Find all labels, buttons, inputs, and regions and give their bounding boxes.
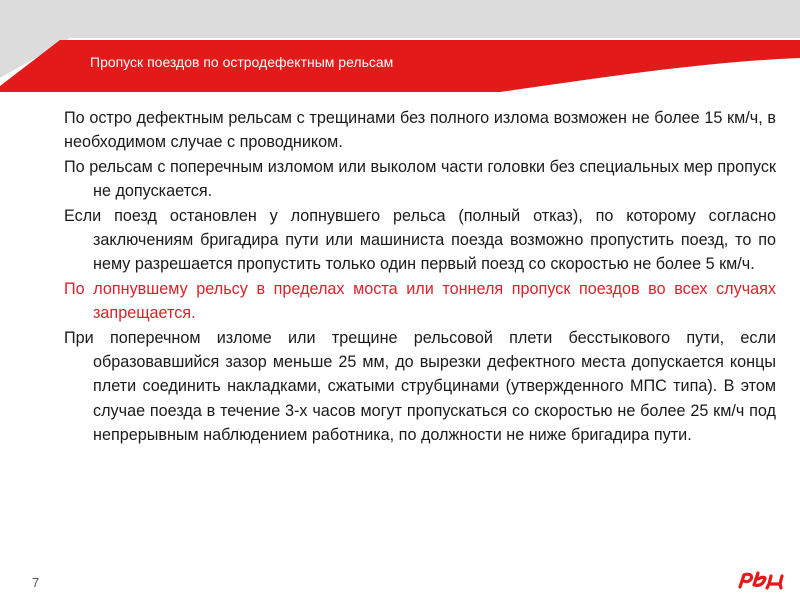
slide-title: Пропуск поездов по остродефектным рельсам	[90, 54, 394, 70]
paragraph-4-warning: По лопнувшему рельсу в пределах моста или тоннеля пропуск поездов во всех случаях запрещается.	[64, 279, 776, 323]
paragraph-3: Если поезд остановлен у лопнувшего рельса (полный отказ), по которому согласно заключениям бригадира пути или машиниста поезда возможно пропустить поезд, то по нему разрешается пропустить только один первый поезд со скоростью не более 5 км/ч.	[64, 206, 776, 274]
paragraph-5: При поперечном изломе или трещине рельсовой плети бесстыкового пути, если образовавшийся зазор меньше 25 мм, до вырезки дефектного места допускается концы плети соединить накладками, сжатыми струбцинами (утвержденного МПС типа). В этом случае поезда в течение 3-х часов могут пропускаться со скоростью не более 25 км/ч под непрерывным наблюдением работника, по должности не ниже бригадира пути.	[64, 328, 776, 445]
paragraph-2: По рельсам с поперечным изломом или выколом части головки без специальных мер пропуск не допускается.	[64, 157, 776, 201]
content-body	[64, 106, 776, 448]
header-gray-area	[0, 0, 800, 38]
page-number: 7	[32, 575, 40, 590]
rzd-logo-icon	[736, 568, 790, 590]
paragraph-1: По остро дефектным рельсам с трещинами без полного излома возможен не более 15 км/ч, в необходимом случае с проводником.	[64, 109, 776, 152]
